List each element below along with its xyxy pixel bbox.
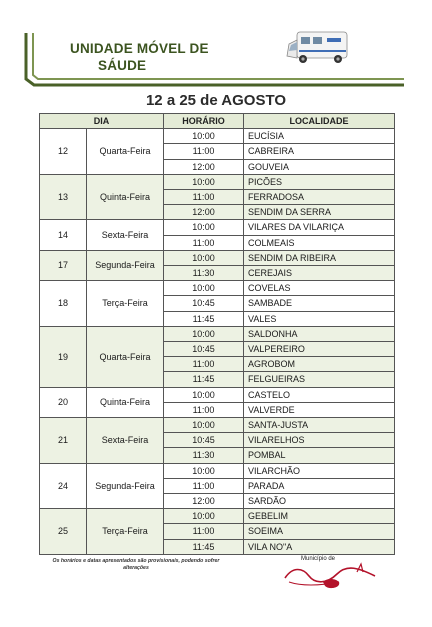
day-weekday: Sexta-Feira bbox=[87, 220, 164, 250]
location-cell: CASTELO bbox=[244, 387, 395, 402]
time-cell: 11:00 bbox=[164, 402, 244, 417]
time-cell: 10:45 bbox=[164, 433, 244, 448]
location-cell: VILA NO"A bbox=[244, 539, 395, 554]
table-row bbox=[40, 326, 395, 341]
location-cell: CABREIRA bbox=[244, 144, 395, 159]
location-cell: SOEIMA bbox=[244, 524, 395, 539]
day-number: 17 bbox=[40, 250, 87, 280]
time-cell: 11:45 bbox=[164, 539, 244, 554]
day-number: 24 bbox=[40, 463, 87, 509]
time-cell: 10:45 bbox=[164, 296, 244, 311]
table-row bbox=[40, 220, 395, 235]
table-row bbox=[40, 250, 395, 265]
location-cell: AGROBOM bbox=[244, 357, 395, 372]
location-cell: PARADA bbox=[244, 478, 395, 493]
day-number: 14 bbox=[40, 220, 87, 250]
time-cell: 11:30 bbox=[164, 266, 244, 281]
day-number: 19 bbox=[40, 326, 87, 387]
location-cell: VALES bbox=[244, 311, 395, 326]
location-cell: EUCÍSIA bbox=[244, 129, 395, 144]
location-cell: SALDONHA bbox=[244, 326, 395, 341]
table-row bbox=[40, 281, 395, 296]
time-cell: 10:00 bbox=[164, 326, 244, 341]
table-row bbox=[40, 463, 395, 478]
location-cell: VALVERDE bbox=[244, 402, 395, 417]
day-number: 25 bbox=[40, 509, 87, 555]
location-cell: COVELAS bbox=[244, 281, 395, 296]
day-weekday: Terça-Feira bbox=[87, 281, 164, 327]
ambulance-van-icon bbox=[283, 26, 355, 68]
municipality-logo bbox=[279, 556, 389, 590]
day-number: 20 bbox=[40, 387, 87, 417]
period-heading: 12 a 25 de AGOSTO bbox=[145, 92, 287, 109]
title-line-1: UNIDADE MÓVEL DE bbox=[70, 41, 209, 56]
location-cell: FERRADOSA bbox=[244, 190, 395, 205]
time-cell: 10:00 bbox=[164, 387, 244, 402]
location-cell: PICÕES bbox=[244, 174, 395, 189]
location-cell: CEREJAIS bbox=[244, 266, 395, 281]
column-header-dia: DIA bbox=[40, 114, 164, 129]
time-cell: 10:45 bbox=[164, 342, 244, 357]
location-cell: VILARES DA VILARIÇA bbox=[244, 220, 395, 235]
day-weekday: Quinta-Feira bbox=[87, 174, 164, 220]
time-cell: 11:45 bbox=[164, 372, 244, 387]
location-cell: SENDIM DA RIBEIRA bbox=[244, 250, 395, 265]
time-cell: 11:00 bbox=[164, 478, 244, 493]
time-cell: 10:00 bbox=[164, 281, 244, 296]
page-title bbox=[70, 40, 230, 74]
location-cell: VILARCHÃO bbox=[244, 463, 395, 478]
logo-caption: Município de bbox=[301, 556, 336, 562]
time-cell: 12:00 bbox=[164, 494, 244, 509]
day-weekday: Quarta-Feira bbox=[87, 129, 164, 175]
day-number: 13 bbox=[40, 174, 87, 220]
day-weekday: Quarta-Feira bbox=[87, 326, 164, 387]
day-number: 18 bbox=[40, 281, 87, 327]
time-cell: 10:00 bbox=[164, 129, 244, 144]
time-cell: 11:00 bbox=[164, 524, 244, 539]
day-number: 12 bbox=[40, 129, 87, 175]
location-cell: COLMEAIS bbox=[244, 235, 395, 250]
time-cell: 12:00 bbox=[164, 159, 244, 174]
day-number: 21 bbox=[40, 418, 87, 464]
time-cell: 10:00 bbox=[164, 174, 244, 189]
table-row bbox=[40, 174, 395, 189]
location-cell: SAMBADE bbox=[244, 296, 395, 311]
location-cell: GOUVEIA bbox=[244, 159, 395, 174]
day-weekday: Quinta-Feira bbox=[87, 387, 164, 417]
time-cell: 11:00 bbox=[164, 235, 244, 250]
day-weekday: Segunda-Feira bbox=[87, 463, 164, 509]
title-line-2: SÁUDE bbox=[98, 58, 147, 73]
time-cell: 10:00 bbox=[164, 509, 244, 524]
location-cell: POMBAL bbox=[244, 448, 395, 463]
table-header-row bbox=[40, 114, 395, 129]
table-row bbox=[40, 387, 395, 402]
schedule-table bbox=[39, 113, 395, 555]
time-cell: 11:45 bbox=[164, 311, 244, 326]
day-weekday: Terça-Feira bbox=[87, 509, 164, 555]
schedule-body bbox=[40, 129, 395, 555]
time-cell: 10:00 bbox=[164, 463, 244, 478]
disclaimer-note: Os horários e datas apresentados são provisionais, podendo sofrer alterações bbox=[52, 558, 220, 571]
time-cell: 10:00 bbox=[164, 220, 244, 235]
table-row bbox=[40, 509, 395, 524]
time-cell: 11:00 bbox=[164, 144, 244, 159]
location-cell: SENDIM DA SERRA bbox=[244, 205, 395, 220]
day-weekday: Segunda-Feira bbox=[87, 250, 164, 280]
column-header-horario: HORÁRIO bbox=[164, 114, 244, 129]
table-row bbox=[40, 129, 395, 144]
table-row bbox=[40, 418, 395, 433]
location-cell: SARDÃO bbox=[244, 494, 395, 509]
time-cell: 10:00 bbox=[164, 250, 244, 265]
column-header-localidade: LOCALIDADE bbox=[244, 114, 395, 129]
time-cell: 11:00 bbox=[164, 190, 244, 205]
day-weekday: Sexta-Feira bbox=[87, 418, 164, 464]
location-cell: VALPEREIRO bbox=[244, 342, 395, 357]
location-cell: FELGUEIRAS bbox=[244, 372, 395, 387]
logo-script-image bbox=[279, 556, 389, 590]
time-cell: 11:00 bbox=[164, 357, 244, 372]
location-cell: SANTA-JUSTA bbox=[244, 418, 395, 433]
time-cell: 10:00 bbox=[164, 418, 244, 433]
location-cell: GEBELIM bbox=[244, 509, 395, 524]
time-cell: 11:30 bbox=[164, 448, 244, 463]
location-cell: VILARELHOS bbox=[244, 433, 395, 448]
time-cell: 12:00 bbox=[164, 205, 244, 220]
